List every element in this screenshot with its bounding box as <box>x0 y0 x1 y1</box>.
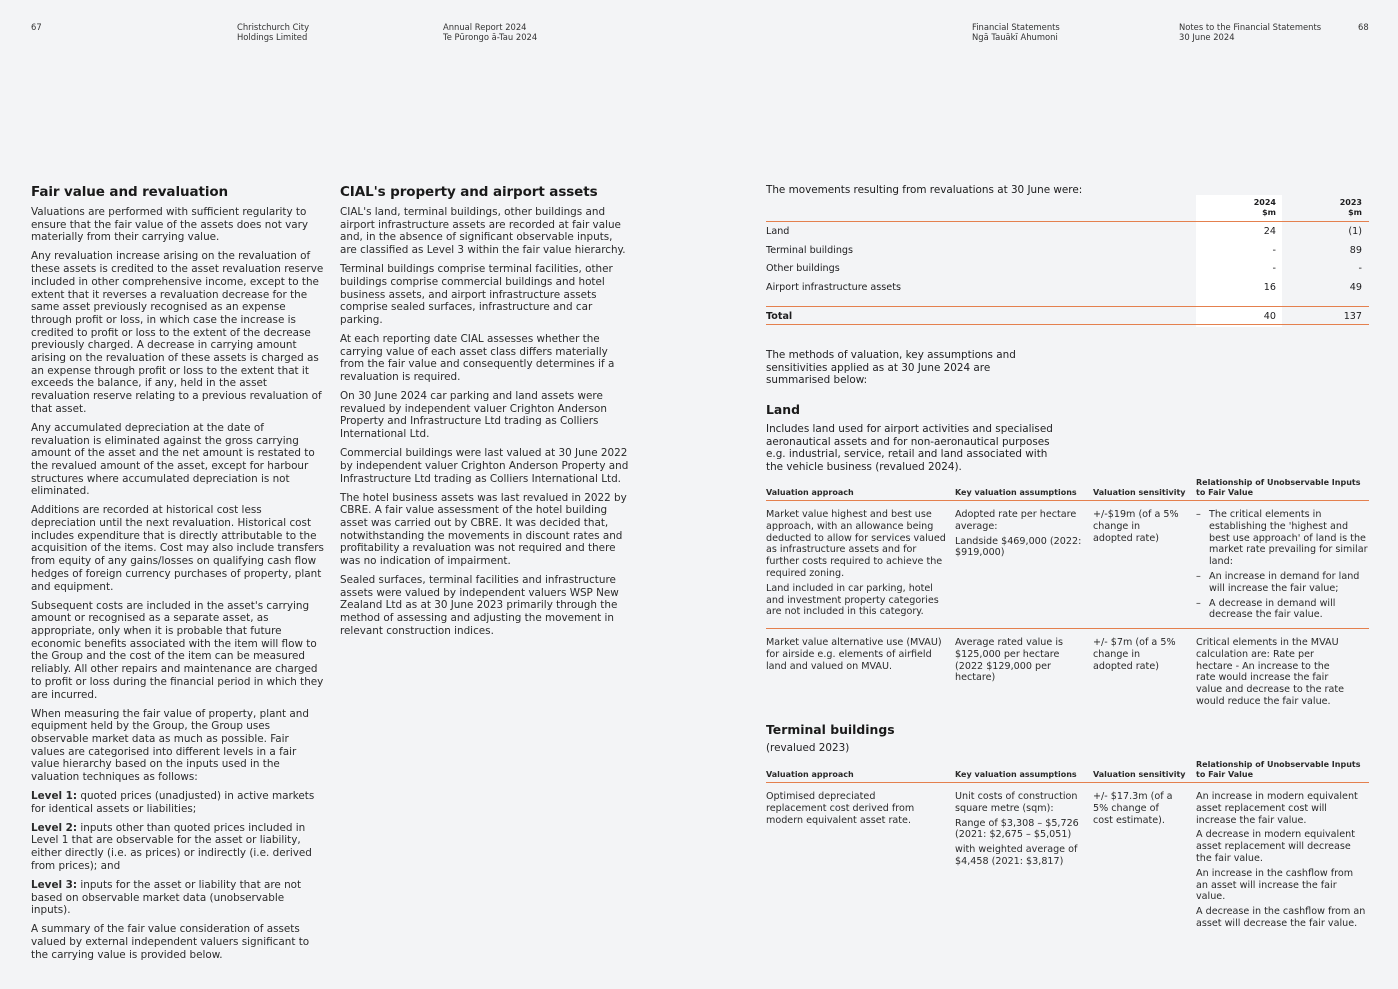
land-heading: Land <box>766 402 800 417</box>
column-2024-header <box>1196 198 1276 217</box>
report-title-line2: Te Pūrongo ā-Tau 2024 <box>443 32 538 42</box>
relationship-cell <box>1196 791 1368 933</box>
header-sensitivity: Valuation sensitivity <box>1093 769 1186 779</box>
level-2-text: inputs other than quoted prices included in Level 1 that are observable for the asset or liability, either directly (i.e. as prices) or indirectly (i.e. derived from prices); and <box>31 821 312 872</box>
total-label: Total <box>766 311 793 322</box>
paragraph: When measuring the fair value of property, plant and equipment held by the Group, the Group uses observable market data as much as possible. Fair values are categorised into different levels in a fair value hierarchy based on the inputs used in the valuation techniques as follows: <box>31 707 309 784</box>
row-label: Airport infrastructure assets <box>766 281 901 293</box>
org-name-line1: Christchurch City <box>237 22 310 32</box>
table-row <box>766 278 1369 297</box>
relationship-text: A decrease in the cashflow from an asset will decrease the fair value. <box>1196 906 1366 929</box>
cial-assets-column <box>340 184 632 644</box>
header-assumptions: Key valuation assumptions <box>955 487 1077 497</box>
paragraph: Commercial buildings were last valued at 30 June 2022 by independent valuer Crighton Anderson Property and Infrastructure Ltd trading as Colliers International Ltd. <box>340 447 629 485</box>
level-1-definition <box>31 790 324 815</box>
assumption-range: Range of $3,308 – $5,726 (2021: $2,675 – $5,051) <box>955 817 1079 841</box>
level-2-definition <box>31 822 324 873</box>
approach-cell <box>766 509 946 621</box>
page-number-left: 67 <box>31 22 42 32</box>
section-title-line2: Ngā Tauākī Ahumoni <box>972 32 1058 42</box>
sensitivity-cell: +/- $7m (of a 5% change in adopted rate) <box>1093 637 1176 672</box>
page-number-right: 68 <box>1358 22 1369 32</box>
value-2023: - <box>1358 263 1362 274</box>
paragraph: CIAL's land, terminal buildings, other buildings and airport infrastructure assets are recorded at fair value and, in the absence of significant observable inputs, are classified as Level 3 within the fair value hierarchy. <box>340 206 626 257</box>
movements-header-row <box>766 195 1369 222</box>
year-2024: 2024 <box>1253 198 1276 207</box>
methods-intro: The methods of valuation, key assumptions and sensitivities applied as at 30 June 2024 are summarised below: <box>766 349 1016 387</box>
sensitivity-cell: +/- $17.3m (of a 5% change of cost estimate). <box>1093 791 1173 826</box>
land-description: Includes land used for airport activities and specialised aeronautical assets and for non-aeronautical purposes e.g. industrial, service, retail and land associated with the vehicle business (revalued 2024). <box>766 423 1053 473</box>
paragraph: On 30 June 2024 car parking and land assets were revalued by independent valuer Crighton Anderson Property and Infrastructure Ltd trading as Colliers International Ltd. <box>340 390 607 441</box>
movements-intro: The movements resulting from revaluations at 30 June were: <box>766 184 1083 196</box>
row-label: Land <box>766 226 790 237</box>
total-2024: 40 <box>1263 311 1276 322</box>
assumption-text: Unit costs of construction square metre (sqm): <box>955 791 1078 814</box>
notes-title <box>1179 22 1321 42</box>
value-2024: 16 <box>1263 281 1276 293</box>
section-title <box>972 22 1060 42</box>
row-label: Other buildings <box>766 263 840 274</box>
report-title <box>443 22 537 42</box>
right-page <box>699 0 1398 989</box>
level-2-label: Level 2: <box>31 821 78 834</box>
value-2023: 49 <box>1349 281 1362 293</box>
header-relationship: Relationship of Unobservable Inputs to Fair Value <box>1196 478 1361 497</box>
section-title-line1: Financial Statements <box>972 22 1060 32</box>
relationship-text: A decrease in modern equivalent asset replacement will decrease the fair value. <box>1196 829 1355 864</box>
value-2024: 24 <box>1263 226 1276 237</box>
approach-text: Market value highest and best use approach, with an allowance being deducted to allow for services valued as infrastructure assets and for further costs required to achieve the required zoning. <box>766 509 946 579</box>
bullet-item: – A decrease in demand will decrease the fair value. <box>1196 598 1368 622</box>
year-2023: 2023 <box>1339 198 1362 207</box>
terminal-table-header <box>766 760 1369 783</box>
relationship-text: An increase in the cashflow from an asset will increase the fair value. <box>1196 867 1354 903</box>
terminal-valuation-table <box>766 760 1369 929</box>
relationship-text: An increase in modern equivalent asset replacement cost will increase the fair value. <box>1196 791 1358 826</box>
paragraph: Valuations are performed with sufficient regularity to ensure that the fair value of the assets does not vary materially from their carrying value. <box>31 206 309 244</box>
header-assumptions: Key valuation assumptions <box>955 769 1077 779</box>
header-sensitivity: Valuation sensitivity <box>1093 487 1186 497</box>
column-2023-header <box>1282 198 1362 217</box>
level-3-text: inputs for the asset or liability that are not based on observable market data (unobservable inputs). <box>31 878 302 917</box>
unit-label: $m <box>1348 207 1362 217</box>
paragraph: Terminal buildings comprise terminal facilities, other buildings comprise commercial buildings and hotel business assets, and airport infrastructure assets comprise sealed surfaces, infrastructure and car parking. <box>340 263 613 326</box>
header-approach: Valuation approach <box>766 487 854 497</box>
level-3-label: Level 3: <box>31 878 78 891</box>
unit-label: $m <box>1262 207 1276 217</box>
assumptions-cell <box>955 791 1085 871</box>
land-table-header <box>766 478 1369 501</box>
table-row <box>766 501 1369 629</box>
bullet-item: – An increase in demand for land will increase the fair value; <box>1196 571 1368 595</box>
row-label: Terminal buildings <box>766 244 854 256</box>
bullet-item: – The critical elements in establishing the 'highest and best use approach' of land is the market rate prevailing for similar land: <box>1196 509 1368 568</box>
table-row <box>766 259 1369 278</box>
terminal-heading: Terminal buildings <box>766 722 895 737</box>
assumptions-cell <box>955 509 1083 562</box>
notes-title-line1: Notes to the Financial Statements <box>1179 22 1322 32</box>
assumption-text: Adopted rate per hectare average: <box>955 509 1077 532</box>
paragraph: Any revaluation increase arising on the revaluation of these assets is credited to the asset revaluation reserve included in other comprehensive income, except to the extent that it reverses a revaluation decrease for the same asset previously recognised as an expense through profit or loss, in which case the increase is credited to profit or loss to the extent of the decrease previously charged. A decrease in carrying amount arising on the revaluation of these assets is charged as an expense through profit or loss to the extent that it exceeds the balance, if any, held in the asset revaluation reserve relating to a previous revaluation of that asset. <box>31 250 324 415</box>
paragraph: The hotel business assets was last revalued in 2022 by CBRE. A fair value assessment of the hotel building asset was carried out by CBRE. It was decided that, notwithstanding the movements in discount rates and profitability a revaluation was not required and there was no indication of impairment. <box>340 491 627 568</box>
value-2023: (1) <box>1348 226 1362 237</box>
header-approach: Valuation approach <box>766 769 854 779</box>
report-title-line1: Annual Report 2024 <box>443 22 527 32</box>
paragraph: At each reporting date CIAL assesses whether the carrying value of each asset class differs materially from the fair value and consequently determines if a revaluation is required. <box>340 332 615 384</box>
assumptions-cell: Average rated value is $125,000 per hectare (2022 $129,000 per hectare) <box>955 637 1063 684</box>
fair-value-heading: Fair value and revaluation <box>31 184 229 200</box>
level-3-definition <box>31 879 324 917</box>
paragraph: A summary of the fair value consideration of assets valued by external independent valuers significant to the carrying value is provided below. <box>31 923 310 961</box>
terminal-subtitle: (revalued 2023) <box>766 742 850 754</box>
sensitivity-cell: +/-$19m (of a 5% change in adopted rate) <box>1093 509 1179 544</box>
paragraph: Any accumulated depreciation at the date of revaluation is eliminated against the gross carrying amount of the asset and the net amount is restated to the revalued amount of the asset, except for harbour structures where accumulated depreciation is not eliminated. <box>31 421 315 498</box>
assumption-value: Landside $469,000 (2022: $919,000) <box>955 535 1082 559</box>
header-relationship: Relationship of Unobservable Inputs to Fair Value <box>1196 760 1361 779</box>
total-row <box>766 306 1369 325</box>
paragraph: Additions are recorded at historical cost less depreciation until the next revaluation. Historical cost includes expenditure that is directly attributable to the acquisition of the items. Cost may also include transfers from equity of any gains/losses on qualifying cash flow hedges of foreign currency purchases of property, plant and equipment. <box>31 504 324 593</box>
approach-note: Land included in car parking, hotel and investment property categories are not included in this category. <box>766 582 939 618</box>
table-row <box>766 783 1369 929</box>
value-2023: 89 <box>1349 244 1362 256</box>
org-name <box>237 22 309 42</box>
value-2024: - <box>1272 244 1276 256</box>
level-1-label: Level 1: <box>31 790 78 803</box>
land-valuation-table <box>766 478 1369 709</box>
relationship-cell: Critical elements in the MVAU calculation are: Rate per hectare - An increase to the rate would increase the fair value and decrease to the rate would reduce the fair value. <box>1196 637 1345 707</box>
approach-cell: Market value alternative use (MVAU) for airside e.g. elements of airfield land and valued on MVAU. <box>766 637 942 672</box>
table-row <box>766 222 1369 241</box>
assumption-average: with weighted average of $4,458 (2021: $3,817) <box>955 844 1078 867</box>
paragraph: Sealed surfaces, terminal facilities and infrastructure assets were valued by independent valuers WSP New Zealand Ltd as at 30 June 2023 primarily through the method of assessing and adjusting the movement in relevant construction indices. <box>340 574 619 637</box>
relationship-cell <box>1196 509 1368 624</box>
total-2023: 137 <box>1343 311 1362 322</box>
fair-value-column <box>31 184 324 968</box>
paragraph: Subsequent costs are included in the asset's carrying amount or recognised as a separate asset, as appropriate, only when it is probable that future economic benefits associated with the item will flow to the Group and the cost of the item can be measured reliably. All other repairs and maintenance are charged to profit or loss during the financial period in which they are incurred. <box>31 599 324 701</box>
table-row <box>766 241 1369 260</box>
value-2024: - <box>1272 263 1276 274</box>
movements-table <box>766 195 1369 325</box>
cial-assets-heading: CIAL's property and airport assets <box>340 184 598 200</box>
notes-title-line2: 30 June 2024 <box>1179 32 1235 42</box>
table-row <box>766 629 1369 709</box>
org-name-line2: Holdings Limited <box>237 32 308 42</box>
level-1-text: quoted prices (unadjusted) in active markets for identical assets or liabilities; <box>31 790 315 815</box>
approach-cell: Optimised depreciated replacement cost derived from modern equivalent asset rate. <box>766 791 915 826</box>
